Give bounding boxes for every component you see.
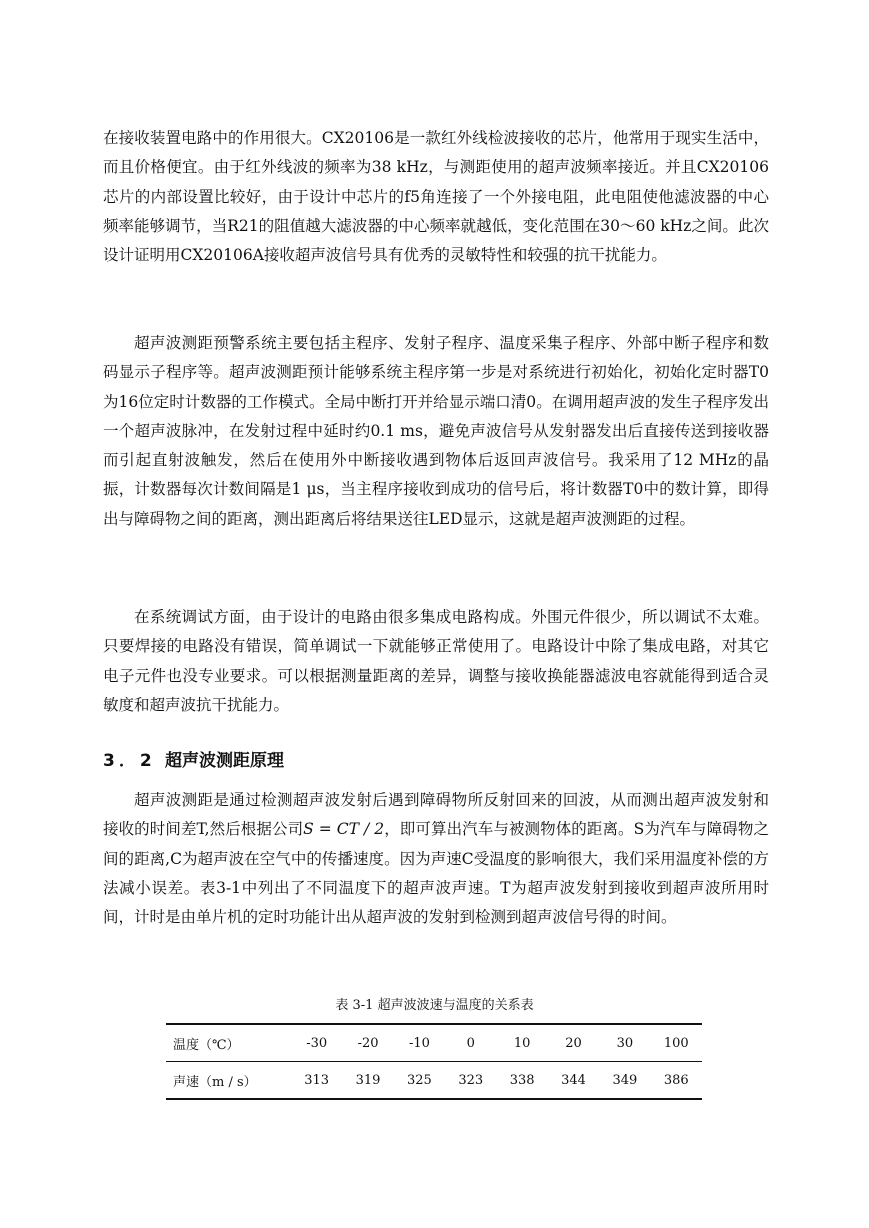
paragraph-principle xyxy=(103,786,769,932)
table-cell: 30 xyxy=(599,1024,650,1062)
table-cell: 386 xyxy=(663,1072,689,1088)
table-cell: 0 xyxy=(445,1024,496,1062)
row-label-temperature: 温度（℃） xyxy=(166,1024,291,1062)
table-cell: 338 xyxy=(509,1072,535,1088)
principle-text-after: ，即可算出汽车与被测物体的距离。S为汽车与障碍物之间的距离,C为超声波在空气中的传播速度。因为声速C受温度的影响很大，我们采用温度补偿的方法减小误差。表3-1中列出了不同温度下的超声波声速。T为超声波发射到接收到超声波所用时间，计时是由单片机的定时功能计出从超声波的发射到检测到超声波信号得的时间。 xyxy=(103,820,769,927)
paragraph-debugging: 在系统调试方面，由于设计的电路由很多集成电路构成。外围元件很少，所以调试不太难。只要焊接的电路没有错误，简单调试一下就能够正常使用了。电路设计中除了集成电路，对其它电子元件也没专业要求。可以根据测量距离的差异，调整与接收换能器滤波电容就能得到适合灵敏度和超声波抗干扰能力。 xyxy=(103,608,769,714)
section-heading xyxy=(103,746,284,776)
section-number: 3．2 xyxy=(103,751,156,771)
table-cell: 325 xyxy=(407,1072,432,1088)
table-cell: 319 xyxy=(355,1072,381,1088)
table-cell: 349 xyxy=(612,1072,638,1088)
table-cell: 100 xyxy=(651,1024,702,1062)
table-cell: 10 xyxy=(497,1024,548,1062)
section-title: 超声波测距原理 xyxy=(165,751,284,771)
distance-formula: S = CT / 2 xyxy=(303,820,385,839)
row-label-speed: 声速（m / s） xyxy=(173,1074,257,1090)
table-cell: -30 xyxy=(291,1024,342,1062)
table-cell: -20 xyxy=(342,1024,393,1062)
table-cell: -10 xyxy=(394,1024,445,1062)
table-cell: 20 xyxy=(548,1024,599,1062)
principle-text-before: 超声波测距是通过检测超声波发射后遇到障碍物所反射回来的回波，从而测出超声波发射和接收的时间差T,然后根据公司 xyxy=(103,791,769,839)
table-cell: 344 xyxy=(561,1072,586,1088)
table-row-speed xyxy=(166,1062,702,1100)
table-caption: 表 3-1 超声波波速与温度的关系表 xyxy=(335,998,534,1013)
table-cell: 313 xyxy=(304,1072,330,1088)
paragraph-program-structure: 超声波测距预警系统主要包括主程序、发射子程序、温度采集子程序、外部中断子程序和数码显示子程序等。超声波测距预计能够系统主程序第一步是对系统进行初始化，初始化定时器T0为16位定时计数器的工作模式。全局中断打开并给显示端口清0。在调用超声波的发生子程序发出一个超声波脉冲，在发射过程中延时约0.1 ms，避免声波信号从发射器发出后直接传送到接收器而引起直射波触发，然后在使用外中断接收遇到物体后返回声波信号。我采用了12 MHz的晶振，计数器每次计数间隔是1 μs，当主程序接收到成功的信号后，将计数器T0中的数计算，即得出与障碍物之间的距离，测出距离后将结果送往LED显示，这就是超声波测距的过程。 xyxy=(103,334,769,528)
paragraph-cx20106: 在接收装置电路中的作用很大。CX20106是一款红外线检波接收的芯片，他常用于现实生活中，而且价格便宜。由于红外线波的频率为38 kHz，与测距使用的超声波频率接近。并且CX20106芯片的内部设置比较好，由于设计中芯片的f5角连接了一个外接电阻，此电阻使他滤波器的中心频率能够调节，当R21的阻值越大滤波器的中心频率就越低，变化范围在30～60 kHz之间。此次设计证明用CX20106A接收超声波信号具有优秀的灵敏特性和较强的抗干扰能力。 xyxy=(103,129,769,265)
speed-temperature-table xyxy=(166,1023,702,1100)
table-row-temperature xyxy=(166,1024,702,1062)
table-cell: 323 xyxy=(458,1072,484,1088)
